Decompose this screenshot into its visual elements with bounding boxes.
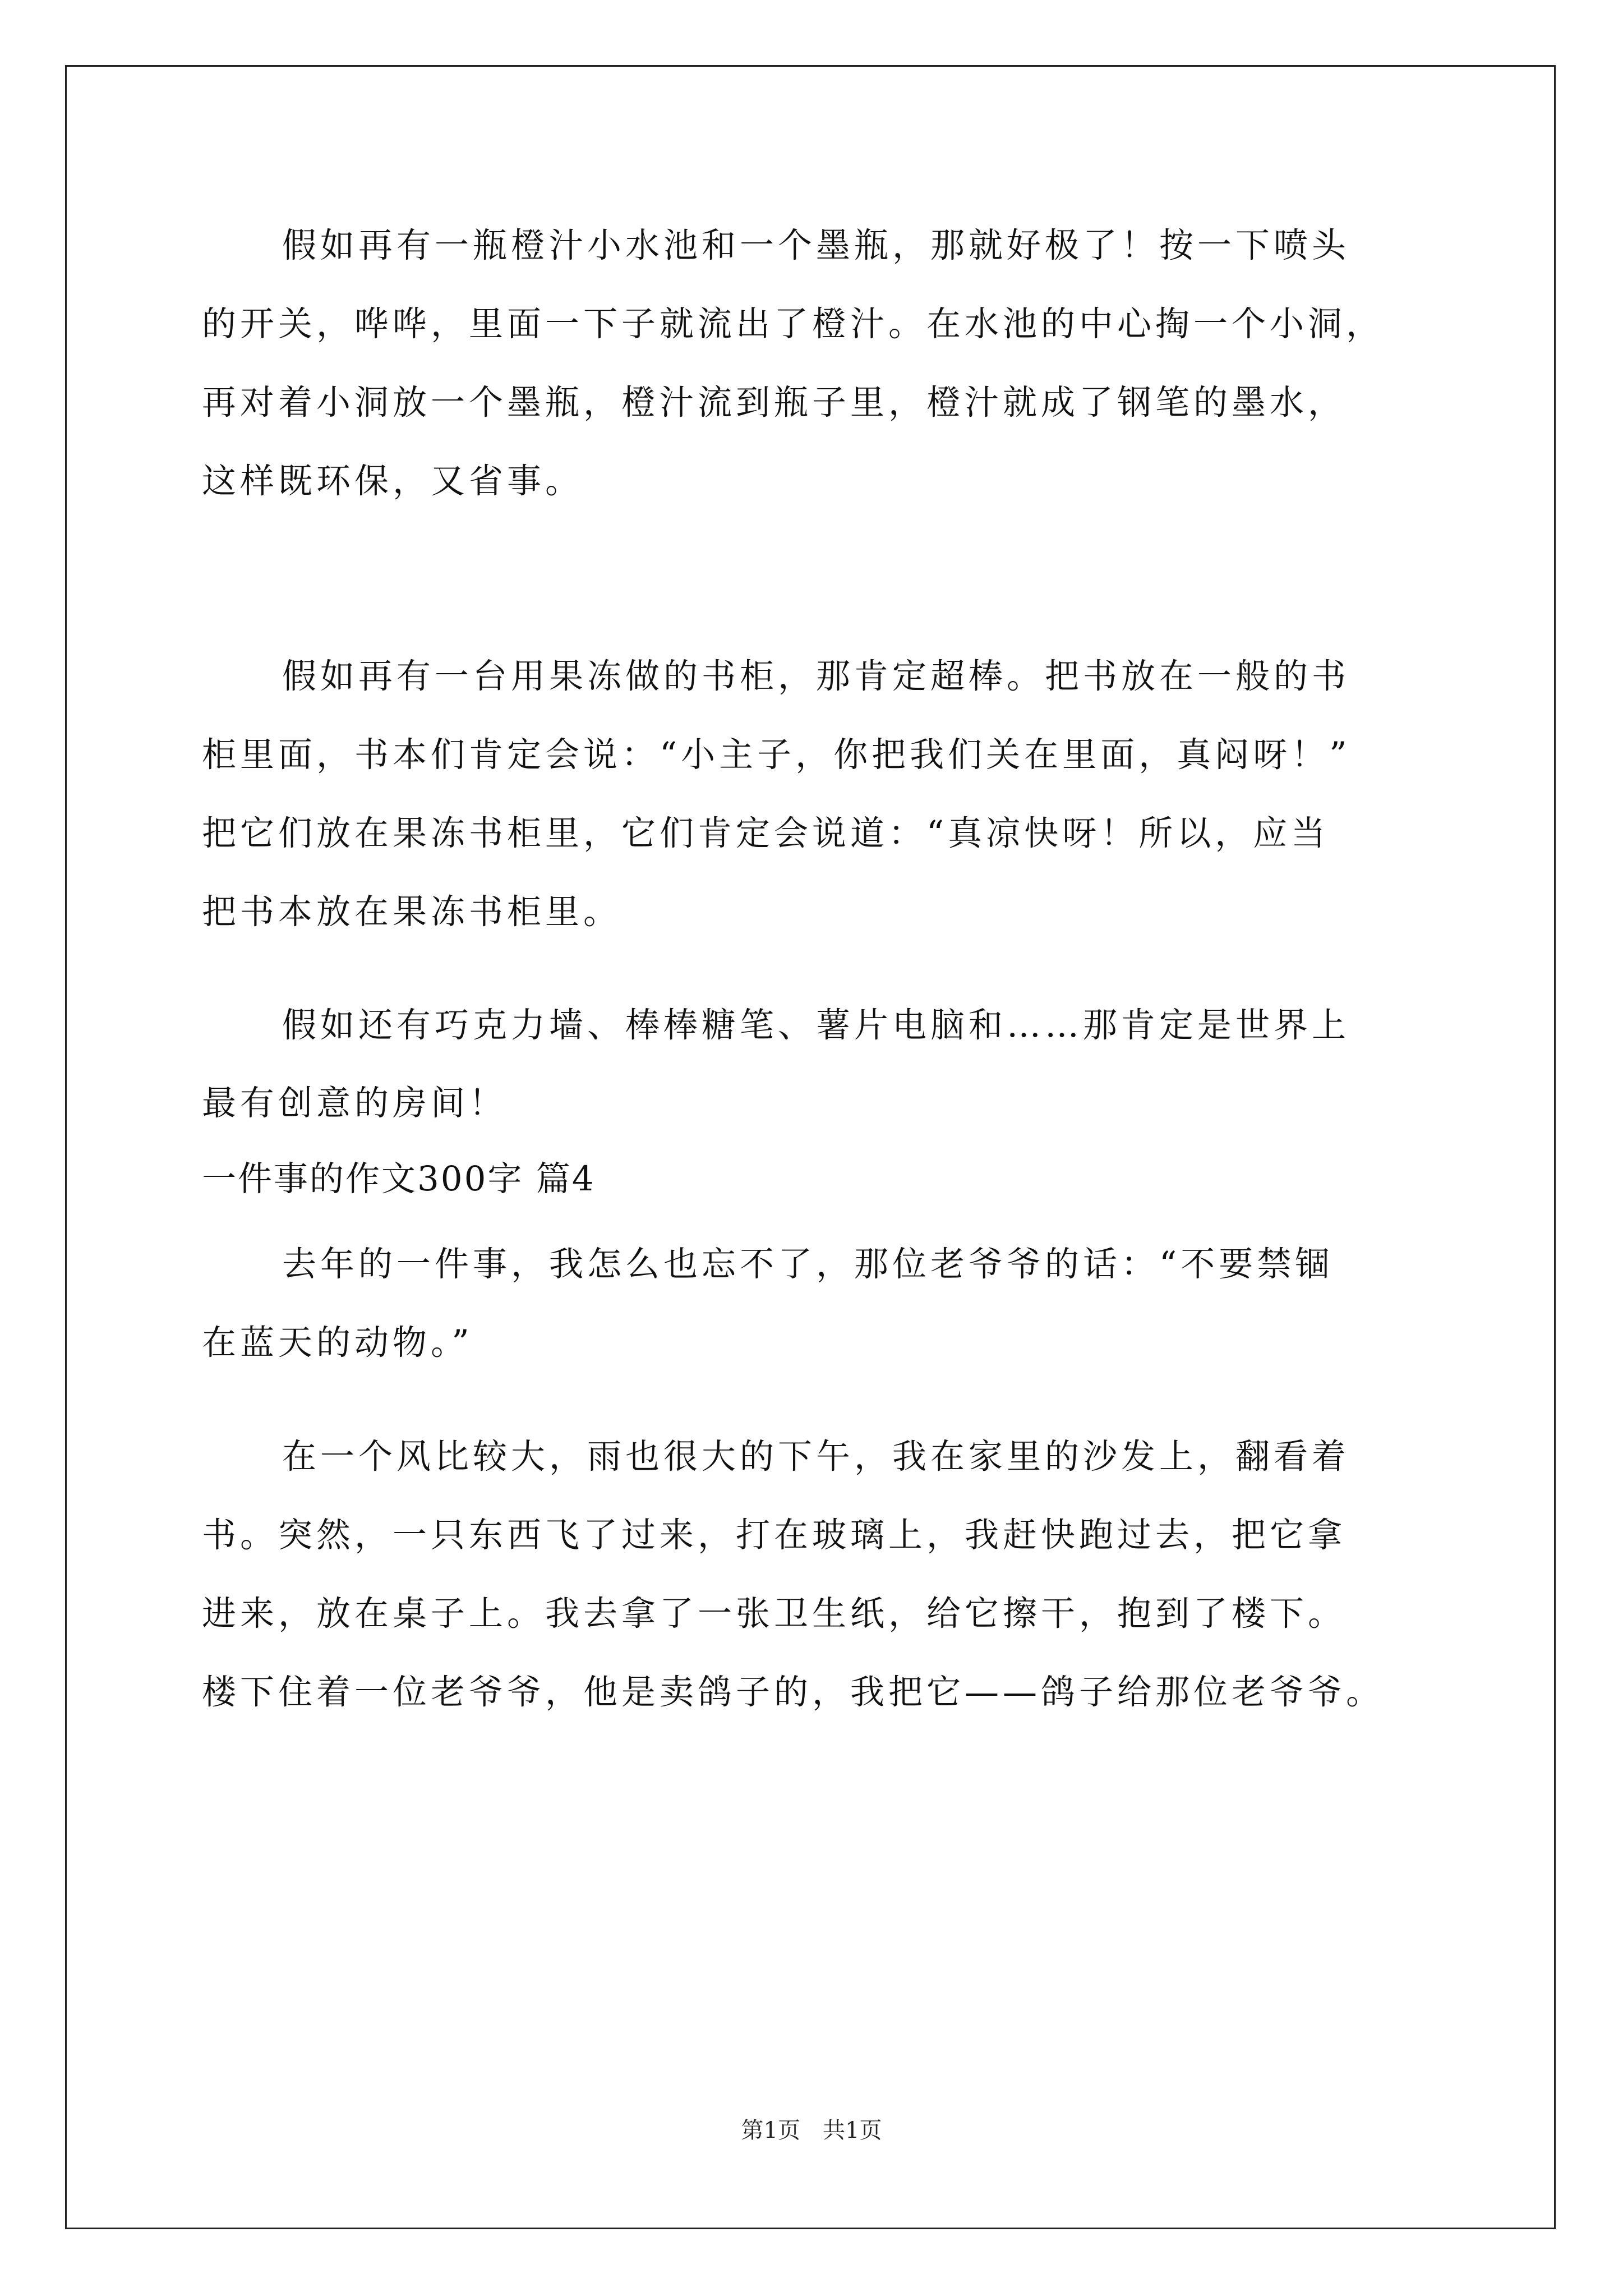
page-total: 共1页	[823, 2118, 882, 2143]
paragraph-5-line-1: 在一个风比较大，雨也很大的下午，我在家里的沙发上，翻看着	[282, 1437, 1350, 1476]
paragraph-4-line-1: 去年的一件事，我怎么也忘不了，那位老爷爷的话：“不要禁锢	[282, 1244, 1334, 1284]
paragraph-1-line-3: 再对着小洞放一个墨瓶，橙汁流到瓶子里，橙汁就成了钢笔的墨水，	[202, 383, 1347, 422]
paragraph-1-line-4: 这样既环保，又省事。	[202, 461, 584, 501]
paragraph-1-line-2: 的开关，哗哗，里面一下子就流出了橙汁。在水池的中心掏一个小洞，	[202, 304, 1385, 344]
section-heading: 一件事的作文300字 篇4	[202, 1159, 596, 1199]
paragraph-5-line-2: 书。突然，一只东西飞了过来，打在玻璃上，我赶快跑过去，把它拿	[202, 1515, 1347, 1555]
page-number: 第1页	[741, 2118, 800, 2143]
paragraph-2-line-3: 把它们放在果冻书柜里，它们肯定会说道：“真凉快呀！所以，应当	[202, 813, 1330, 853]
paragraph-2-line-1: 假如再有一台用果冻做的书柜，那肯定超棒。把书放在一般的书	[282, 656, 1350, 696]
paragraph-3-line-2: 最有创意的房间！	[202, 1083, 508, 1123]
paragraph-5-line-4: 楼下住着一位老爷爷，他是卖鸽子的，我把它——鸽子给那位老爷爷。	[202, 1672, 1385, 1712]
paragraph-2-line-2: 柜里面，书本们肯定会说：“小主子，你把我们关在里面，真闷呀！”	[202, 735, 1351, 775]
paragraph-3-line-1: 假如还有巧克力墙、棒棒糖笔、薯片电脑和……那肯定是世界上	[282, 1005, 1350, 1045]
page-footer	[0, 2115, 1623, 2146]
paragraph-2-line-4: 把书本放在果冻书柜里。	[202, 892, 622, 932]
paragraph-5-line-3: 进来，放在桌子上。我去拿了一张卫生纸，给它擦干，抱到了楼下。	[202, 1594, 1347, 1634]
paragraph-4-line-2: 在蓝天的动物。”	[202, 1323, 473, 1363]
paragraph-1-line-1: 假如再有一瓶橙汁小水池和一个墨瓶，那就好极了！按一下喷头	[282, 226, 1350, 265]
